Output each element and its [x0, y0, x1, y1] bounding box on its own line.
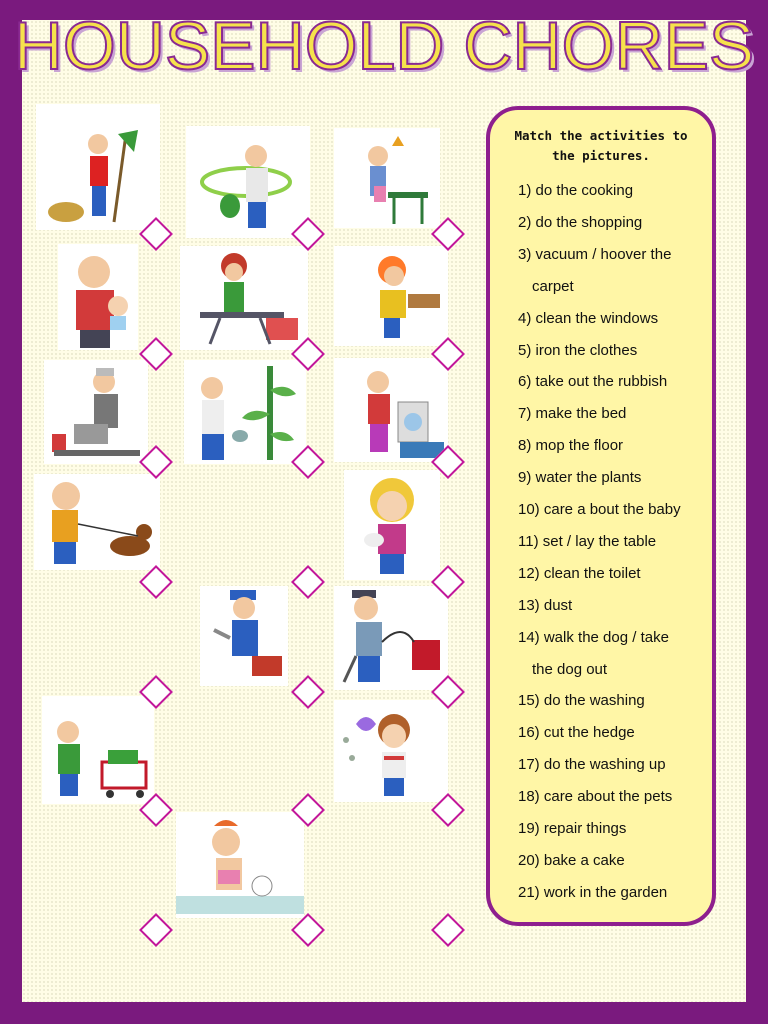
- instructions-line-1: Match the activities to: [514, 128, 688, 143]
- instructions: [490, 126, 712, 166]
- activities-panel: [486, 106, 716, 926]
- activity-item: 15) do the washing: [518, 692, 645, 710]
- picture-ironing-clothes: [180, 246, 308, 350]
- activity-item: 4) clean the windows: [518, 309, 659, 327]
- activity-item: 13) dust: [518, 596, 573, 614]
- picture-washing-up: [176, 812, 304, 918]
- activity-item: 16) cut the hedge: [518, 724, 635, 742]
- activity-item: 19) repair things: [518, 820, 627, 837]
- picture-repairing-things: [200, 586, 288, 686]
- picture-taking-out-rubbish: [186, 126, 310, 238]
- activity-item: 20) bake a cake: [518, 851, 625, 869]
- activity-item: 21) work in the garden: [518, 883, 668, 901]
- activity-item: 17) do the washing up: [518, 756, 666, 774]
- picture-watering-plants: [184, 360, 306, 464]
- activity-item: 1) do the cooking: [518, 182, 634, 199]
- instructions-line-2: the pictures.: [552, 148, 650, 163]
- picture-walking-dog: [34, 474, 160, 570]
- activity-item: 12) clean the toilet: [518, 564, 641, 582]
- page-title: HOUSEHOLD CHORES: [13, 8, 755, 84]
- activity-item: 10) care a bout the baby: [518, 501, 681, 518]
- picture-baking-cake: [334, 246, 448, 346]
- activity-item: the dog out: [532, 660, 608, 678]
- activity-item: 7) make the bed: [518, 405, 627, 423]
- activity-item: 2) do the shopping: [518, 213, 643, 231]
- picture-vacuuming: [334, 586, 448, 690]
- picture-doing-the-washing: [334, 358, 448, 462]
- picture-caring-for-baby: [58, 244, 138, 350]
- activity-item: 8) mop the floor: [518, 437, 624, 455]
- picture-cooking: [44, 360, 148, 464]
- picture-caring-for-pets: [344, 470, 440, 580]
- picture-doing-shopping: [42, 696, 154, 804]
- activity-item: 11) set / lay the table: [518, 532, 657, 550]
- picture-setting-table: [334, 128, 440, 228]
- activity-item: carpet: [532, 277, 574, 295]
- activity-item: 5) iron the clothes: [518, 341, 638, 359]
- activity-item: 9) water the plants: [518, 469, 642, 487]
- picture-raking-leaves: [36, 104, 160, 230]
- activity-item: 3) vacuum / hoover the: [518, 245, 672, 263]
- activity-item: 6) take out the rubbish: [518, 373, 668, 391]
- picture-dusting: [334, 700, 448, 802]
- activity-item: 18) care about the pets: [518, 788, 673, 806]
- activity-item: 14) walk the dog / take: [518, 628, 669, 646]
